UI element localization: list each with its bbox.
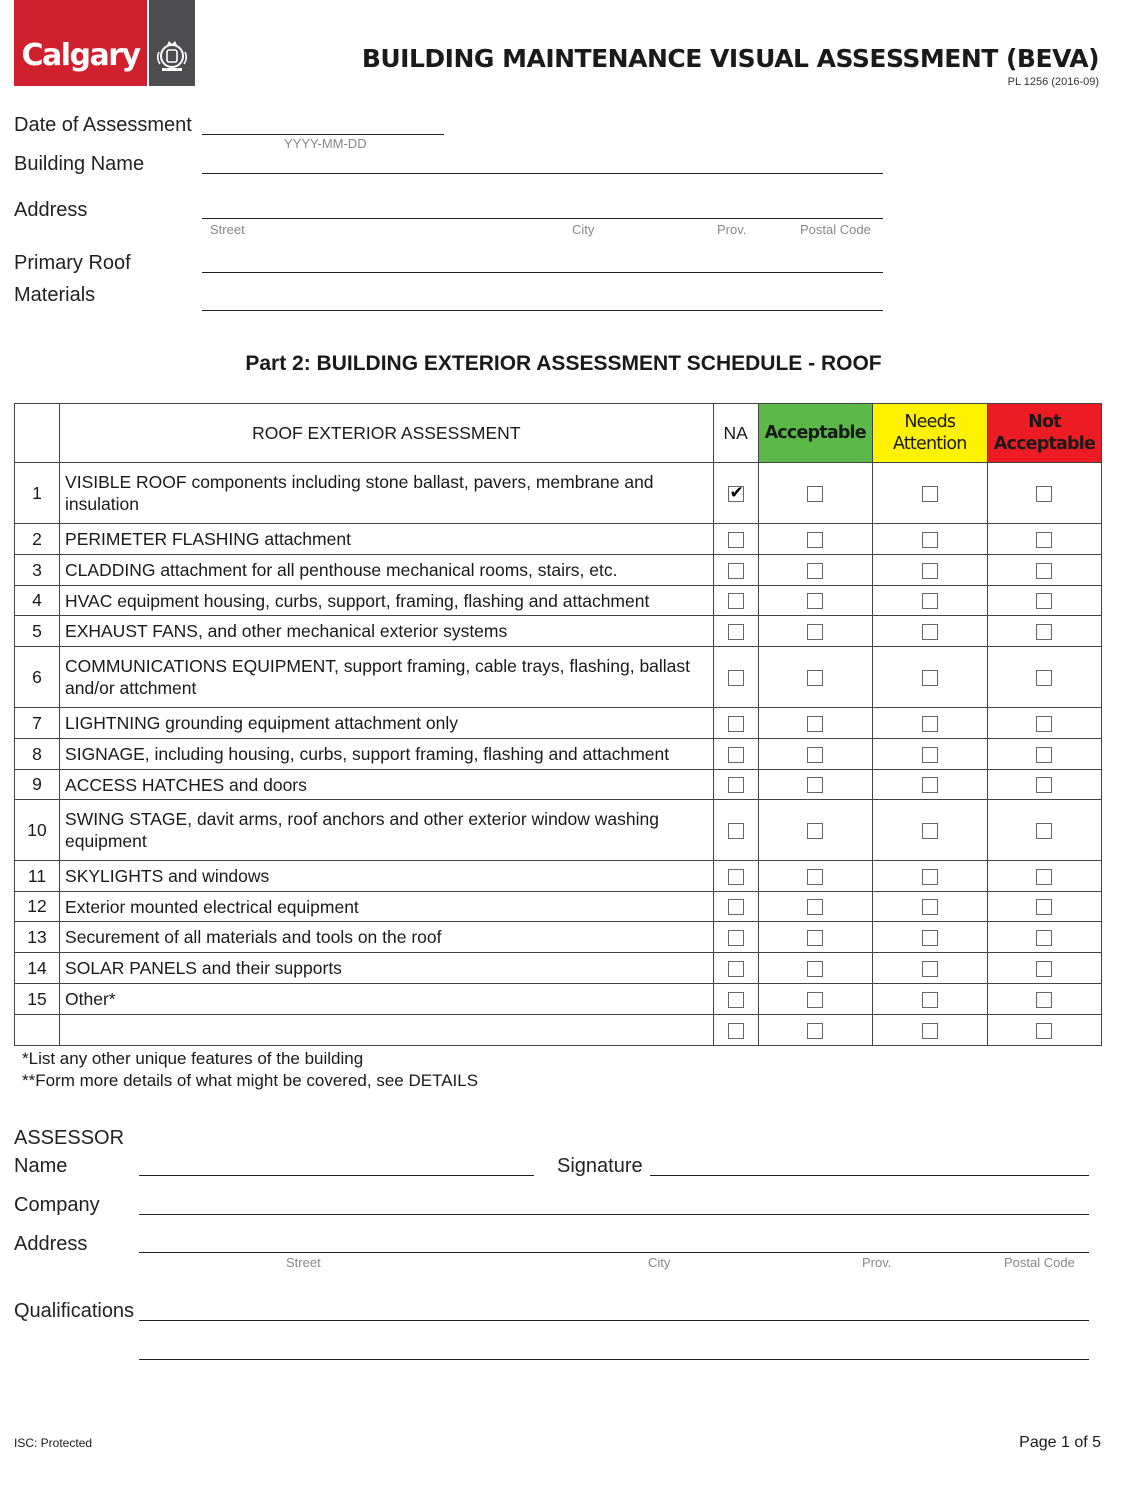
building-name-field[interactable] — [202, 173, 883, 174]
table-row — [15, 953, 1102, 984]
acceptable-checkbox[interactable] — [807, 532, 823, 548]
cell-needs-attention — [872, 984, 987, 1015]
not-acceptable-checkbox[interactable] — [1036, 670, 1052, 686]
table-row — [15, 708, 1102, 739]
cell-not-acceptable — [987, 1015, 1101, 1046]
qualifications-label: Qualifications — [14, 1300, 135, 1322]
classification-label: ISC: Protected — [14, 1436, 93, 1450]
cell-na — [713, 770, 758, 800]
not-acceptable-checkbox[interactable] — [1036, 823, 1052, 839]
cell-acceptable — [758, 922, 872, 953]
cell-needs-attention — [872, 770, 987, 800]
primary-roof-label: Primary Roof — [14, 252, 131, 274]
table-row — [15, 463, 1102, 524]
row-number: 4 — [15, 586, 60, 616]
na-checkbox[interactable] — [728, 670, 744, 686]
needs-line-1: Needs — [904, 412, 956, 432]
cell-not-acceptable — [987, 555, 1101, 586]
row-description: SOLAR PANELS and their supports — [60, 953, 714, 984]
cell-acceptable — [758, 953, 872, 984]
page-number: Page 1 of 5 — [1019, 1434, 1101, 1451]
qualifications-field[interactable] — [139, 1320, 1089, 1321]
cell-needs-attention — [872, 555, 987, 586]
table-row — [15, 586, 1102, 616]
cell-not-acceptable — [987, 739, 1101, 770]
cell-needs-attention — [872, 708, 987, 739]
postal-code-hint: Postal Code — [800, 222, 871, 237]
not-acceptable-checkbox[interactable] — [1036, 930, 1052, 946]
row-description: Other* — [60, 984, 714, 1015]
cell-not-acceptable — [987, 616, 1101, 647]
form-title: BUILDING MAINTENANCE VISUAL ASSESSMENT (BEVA) — [361, 44, 1099, 73]
cell-not-acceptable — [987, 861, 1101, 892]
na-checkbox[interactable] — [728, 563, 744, 579]
cell-needs-attention — [872, 739, 987, 770]
cell-not-acceptable — [987, 984, 1101, 1015]
cell-acceptable — [758, 524, 872, 555]
prov-hint: Prov. — [717, 222, 747, 237]
calgary-logo — [14, 0, 147, 86]
needs-attention-checkbox[interactable] — [922, 747, 938, 763]
row-description: ACCESS HATCHES and doors — [60, 770, 714, 800]
acceptable-checkbox[interactable] — [807, 823, 823, 839]
needs-attention-checkbox[interactable] — [922, 823, 938, 839]
acceptable-checkbox[interactable] — [807, 486, 823, 502]
not-line-1: Not — [1028, 412, 1061, 432]
needs-line-2: Attention — [893, 434, 967, 454]
cell-na — [713, 647, 758, 708]
row-number: 8 — [15, 739, 60, 770]
company-label: Company — [14, 1194, 100, 1216]
row-description: SKYLIGHTS and windows — [60, 861, 714, 892]
address-field[interactable] — [202, 218, 883, 219]
not-acceptable-checkbox[interactable] — [1036, 777, 1052, 793]
header-not-acceptable — [987, 404, 1101, 463]
assessor-address-field[interactable] — [139, 1252, 1089, 1253]
not-acceptable-checkbox[interactable] — [1036, 593, 1052, 609]
row-number: 14 — [15, 953, 60, 984]
assessor-city-hint: City — [648, 1255, 671, 1270]
row-description: COMMUNICATIONS EQUIPMENT, support framing, cable trays, flashing, ballast and/or attchment — [60, 647, 714, 708]
cell-not-acceptable — [987, 953, 1101, 984]
row-number: 7 — [15, 708, 60, 739]
footnote-1: *List any other unique features of the building — [22, 1049, 364, 1068]
cell-not-acceptable — [987, 524, 1101, 555]
row-description: CLADDING attachment for all penthouse mechanical rooms, stairs, etc. — [60, 555, 714, 586]
cell-acceptable — [758, 1015, 872, 1046]
footnote-2: **Form more details of what might be covered, see DETAILS — [22, 1071, 479, 1090]
acceptable-checkbox[interactable] — [807, 593, 823, 609]
cell-acceptable — [758, 708, 872, 739]
table-header-row — [15, 404, 1102, 463]
cell-na — [713, 555, 758, 586]
address-label: Address — [14, 199, 88, 221]
needs-attention-checkbox[interactable] — [922, 532, 938, 548]
not-acceptable-checkbox[interactable] — [1036, 1023, 1052, 1039]
company-field[interactable] — [139, 1214, 1089, 1215]
needs-attention-checkbox[interactable] — [922, 1023, 938, 1039]
acceptable-checkbox[interactable] — [807, 930, 823, 946]
cell-na — [713, 861, 758, 892]
table-row — [15, 616, 1102, 647]
acceptable-checkbox[interactable] — [807, 961, 823, 977]
row-number: 3 — [15, 555, 60, 586]
not-acceptable-checkbox[interactable] — [1036, 961, 1052, 977]
header-acceptable: Acceptable — [758, 404, 872, 463]
materials-label: Materials — [14, 284, 96, 306]
row-description: VISIBLE ROOF components including stone ballast, pavers, membrane and insulation — [60, 463, 714, 524]
header-needs-attention — [872, 404, 987, 463]
row-description: EXHAUST FANS, and other mechanical exterior systems — [60, 616, 714, 647]
na-checkbox[interactable] — [728, 899, 744, 915]
row-number: 10 — [15, 800, 60, 861]
cell-needs-attention — [872, 922, 987, 953]
cell-acceptable — [758, 861, 872, 892]
na-checkbox[interactable] — [728, 1023, 744, 1039]
city-crest-block — [149, 0, 195, 86]
acceptable-checkbox[interactable] — [807, 777, 823, 793]
row-number: 2 — [15, 524, 60, 555]
cell-na — [713, 922, 758, 953]
not-acceptable-checkbox[interactable] — [1036, 563, 1052, 579]
cell-na — [713, 463, 758, 524]
checkmark-icon: ✔ — [729, 482, 744, 503]
not-acceptable-checkbox[interactable] — [1036, 899, 1052, 915]
qualifications-field-2[interactable] — [139, 1359, 1089, 1360]
assessor-postal-code-hint: Postal Code — [1004, 1255, 1075, 1270]
acceptable-checkbox[interactable] — [807, 992, 823, 1008]
not-acceptable-checkbox[interactable] — [1036, 716, 1052, 732]
table-row — [15, 800, 1102, 861]
na-checkbox[interactable] — [728, 532, 744, 548]
roof-assessment-table — [14, 403, 1102, 1046]
cell-acceptable — [758, 616, 872, 647]
cell-needs-attention — [872, 892, 987, 922]
row-description: SWING STAGE, davit arms, roof anchors and other exterior window washing equipment — [60, 800, 714, 861]
row-number: 5 — [15, 616, 60, 647]
table-row — [15, 647, 1102, 708]
row-description — [60, 1015, 714, 1046]
not-line-2: Acceptable — [993, 434, 1096, 454]
acceptable-checkbox[interactable] — [807, 716, 823, 732]
na-checkbox[interactable] — [728, 747, 744, 763]
cell-not-acceptable — [987, 708, 1101, 739]
table-row — [15, 861, 1102, 892]
signature-label: Signature — [557, 1155, 643, 1177]
cell-na — [713, 586, 758, 616]
date-label: Date of Assessment — [14, 114, 192, 136]
row-number: 9 — [15, 770, 60, 800]
acceptable-checkbox[interactable] — [807, 1023, 823, 1039]
na-checkbox[interactable] — [728, 961, 744, 977]
cell-acceptable — [758, 463, 872, 524]
cell-needs-attention — [872, 861, 987, 892]
na-checkbox[interactable] — [728, 482, 744, 503]
needs-attention-checkbox[interactable] — [922, 930, 938, 946]
needs-attention-checkbox[interactable] — [922, 670, 938, 686]
table-row — [15, 1015, 1102, 1046]
cell-needs-attention — [872, 800, 987, 861]
signature-field[interactable] — [650, 1175, 1089, 1176]
na-checkbox[interactable] — [728, 869, 744, 885]
needs-attention-checkbox[interactable] — [922, 486, 938, 502]
table-row — [15, 739, 1102, 770]
cell-na — [713, 616, 758, 647]
not-acceptable-checkbox[interactable] — [1036, 747, 1052, 763]
table-row — [15, 524, 1102, 555]
needs-attention-checkbox[interactable] — [922, 777, 938, 793]
acceptable-checkbox[interactable] — [807, 563, 823, 579]
crest-icon — [154, 38, 190, 74]
cell-needs-attention — [872, 953, 987, 984]
header-assessment: ROOF EXTERIOR ASSESSMENT — [60, 404, 714, 463]
assessor-address-label: Address — [14, 1233, 88, 1255]
cell-acceptable — [758, 800, 872, 861]
cell-na — [713, 892, 758, 922]
row-description: SIGNAGE, including housing, curbs, support framing, flashing and attachment — [60, 739, 714, 770]
header-na: NA — [713, 404, 758, 463]
cell-not-acceptable — [987, 770, 1101, 800]
acceptable-checkbox[interactable] — [807, 747, 823, 763]
not-acceptable-checkbox[interactable] — [1036, 486, 1052, 502]
section-title: Part 2: BUILDING EXTERIOR ASSESSMENT SCHEDULE - ROOF — [245, 352, 882, 375]
acceptable-checkbox[interactable] — [807, 869, 823, 885]
cell-not-acceptable — [987, 892, 1101, 922]
cell-needs-attention — [872, 463, 987, 524]
row-description: HVAC equipment housing, curbs, support, framing, flashing and attachment — [60, 586, 714, 616]
cell-acceptable — [758, 739, 872, 770]
needs-attention-checkbox[interactable] — [922, 563, 938, 579]
not-acceptable-checkbox[interactable] — [1036, 624, 1052, 640]
cell-na — [713, 984, 758, 1015]
not-acceptable-checkbox[interactable] — [1036, 992, 1052, 1008]
materials-field[interactable] — [202, 310, 883, 311]
city-hint: City — [572, 222, 595, 237]
street-hint: Street — [210, 222, 245, 237]
table-body — [15, 463, 1102, 1046]
cell-needs-attention — [872, 586, 987, 616]
assessor-heading: ASSESSOR — [14, 1127, 125, 1149]
needs-attention-checkbox[interactable] — [922, 624, 938, 640]
na-checkbox[interactable] — [728, 593, 744, 609]
na-checkbox[interactable] — [728, 716, 744, 732]
logo-text: Calgary — [21, 38, 140, 73]
row-description: LIGHTNING grounding equipment attachment only — [60, 708, 714, 739]
cell-na — [713, 953, 758, 984]
building-name-label: Building Name — [14, 153, 145, 175]
table-row — [15, 984, 1102, 1015]
acceptable-checkbox[interactable] — [807, 899, 823, 915]
na-checkbox[interactable] — [728, 930, 744, 946]
cell-na — [713, 739, 758, 770]
date-field[interactable] — [202, 134, 444, 135]
needs-attention-checkbox[interactable] — [922, 593, 938, 609]
row-number: 1 — [15, 463, 60, 524]
row-number: 11 — [15, 861, 60, 892]
row-number: 15 — [15, 984, 60, 1015]
header-number — [15, 404, 60, 463]
na-checkbox[interactable] — [728, 777, 744, 793]
cell-not-acceptable — [987, 586, 1101, 616]
not-acceptable-checkbox[interactable] — [1036, 532, 1052, 548]
assessor-prov-hint: Prov. — [862, 1255, 892, 1270]
form-number: PL 1256 (2016-09) — [1007, 76, 1099, 88]
primary-roof-field[interactable] — [202, 272, 883, 273]
needs-attention-checkbox[interactable] — [922, 961, 938, 977]
assessor-name-field[interactable] — [139, 1175, 534, 1176]
cell-acceptable — [758, 555, 872, 586]
acceptable-checkbox[interactable] — [807, 624, 823, 640]
cell-needs-attention — [872, 524, 987, 555]
cell-needs-attention — [872, 616, 987, 647]
cell-not-acceptable — [987, 463, 1101, 524]
needs-attention-checkbox[interactable] — [922, 869, 938, 885]
cell-na — [713, 800, 758, 861]
acceptable-checkbox[interactable] — [807, 670, 823, 686]
na-checkbox[interactable] — [728, 992, 744, 1008]
row-description: Exterior mounted electrical equipment — [60, 892, 714, 922]
row-description: Securement of all materials and tools on the roof — [60, 922, 714, 953]
row-number: 6 — [15, 647, 60, 708]
assessor-name-label: Name — [14, 1155, 68, 1177]
not-acceptable-checkbox[interactable] — [1036, 869, 1052, 885]
table-row — [15, 555, 1102, 586]
row-number: 12 — [15, 892, 60, 922]
cell-acceptable — [758, 586, 872, 616]
row-number: 13 — [15, 922, 60, 953]
table-row — [15, 892, 1102, 922]
date-format-hint: YYYY-MM-DD — [284, 136, 367, 151]
cell-not-acceptable — [987, 647, 1101, 708]
cell-na — [713, 524, 758, 555]
cell-na — [713, 708, 758, 739]
row-description: PERIMETER FLASHING attachment — [60, 524, 714, 555]
cell-not-acceptable — [987, 800, 1101, 861]
table-row — [15, 922, 1102, 953]
na-checkbox[interactable] — [728, 624, 744, 640]
cell-na — [713, 1015, 758, 1046]
na-checkbox[interactable] — [728, 823, 744, 839]
assessor-street-hint: Street — [286, 1255, 321, 1270]
needs-attention-checkbox[interactable] — [922, 716, 938, 732]
cell-needs-attention — [872, 1015, 987, 1046]
cell-acceptable — [758, 770, 872, 800]
cell-acceptable — [758, 984, 872, 1015]
needs-attention-checkbox[interactable] — [922, 992, 938, 1008]
cell-acceptable — [758, 647, 872, 708]
row-number — [15, 1015, 60, 1046]
cell-needs-attention — [872, 647, 987, 708]
table-row — [15, 770, 1102, 800]
needs-attention-checkbox[interactable] — [922, 899, 938, 915]
cell-acceptable — [758, 892, 872, 922]
cell-not-acceptable — [987, 922, 1101, 953]
